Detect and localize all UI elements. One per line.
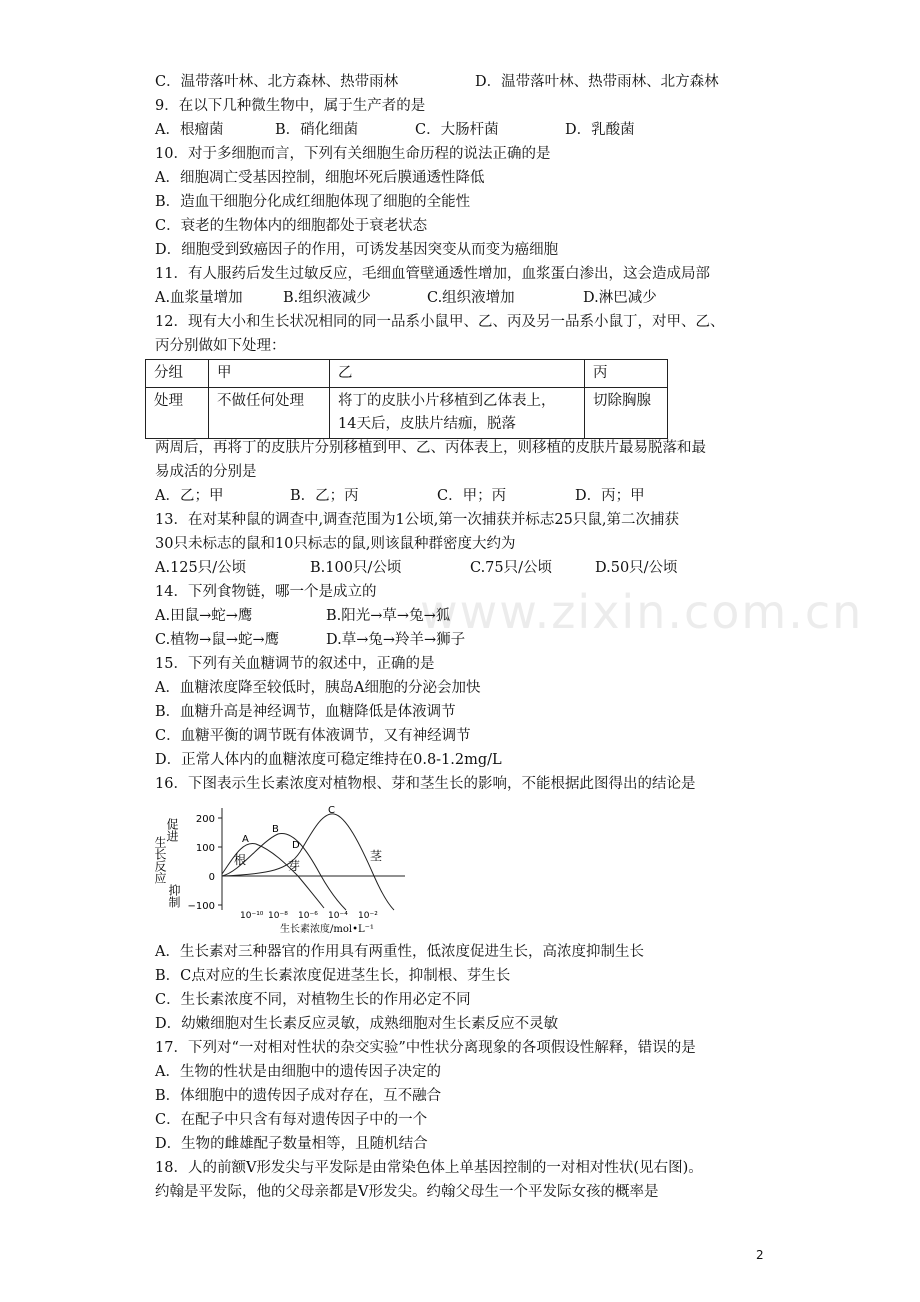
q12-stem-line1: 12．现有大小和生长状况相同的同一品系小鼠甲、乙、丙及另一品系小鼠丁，对甲、乙、 bbox=[155, 314, 725, 330]
table-cell: 不做任何处理 bbox=[209, 388, 330, 439]
q12-table bbox=[145, 359, 668, 439]
x-tick-label: 10⁻⁸ bbox=[268, 911, 288, 921]
q15-option-d: D．正常人体内的血糖浓度可稳定维持在0.8-1.2mg/L bbox=[155, 752, 502, 768]
q15-stem: 15．下列有关血糖调节的叙述中，正确的是 bbox=[155, 656, 435, 672]
q12-after-line1: 两周后，再将丁的皮肤片分别移植到甲、乙、丙体表上，则移植的皮肤片最易脱落和最 bbox=[155, 440, 706, 456]
point-c-label: C bbox=[328, 805, 335, 816]
table-cell: 切除胸腺 bbox=[585, 388, 668, 439]
bud-curve bbox=[222, 834, 346, 910]
point-d-label: D bbox=[292, 840, 300, 851]
q10-stem: 10．对于多细胞而言，下列有关细胞生命历程的说法正确的是 bbox=[155, 146, 551, 162]
page-number: 2 bbox=[756, 1248, 764, 1262]
q11-option-d: D.淋巴减少 bbox=[583, 290, 657, 306]
x-axis-label: 生长素浓度/mol•L⁻¹ bbox=[280, 924, 374, 935]
x-tick-label: 10⁻⁴ bbox=[328, 911, 348, 921]
q10-option-a: A．细胞凋亡受基因控制，细胞坏死后膜通透性降低 bbox=[155, 170, 485, 186]
y-tick-label: 0 bbox=[208, 872, 215, 883]
q11-option-a: A.血浆量增加 bbox=[155, 290, 243, 306]
auxin-response-figure bbox=[153, 800, 420, 936]
table-cell: 处理 bbox=[146, 388, 209, 439]
q10-option-c: C．衰老的生物体内的细胞都处于衰老状态 bbox=[155, 218, 428, 234]
q15-option-a: A．血糖浓度降至较低时，胰岛A细胞的分泌会加快 bbox=[155, 680, 481, 696]
q9-option-b: B．硝化细菌 bbox=[275, 122, 359, 138]
q9-option-a: A．根瘤菌 bbox=[155, 122, 224, 138]
q11-option-c: C.组织液增加 bbox=[427, 290, 515, 306]
q9-stem: 9．在以下几种微生物中，属于生产者的是 bbox=[155, 98, 426, 114]
q18-stem-line2: 约翰是平发际，他的父母亲都是V形发尖。约翰父母生一个平发际女孩的概率是 bbox=[155, 1184, 659, 1200]
q10-option-d: D．细胞受到致癌因子的作用，可诱发基因突变从而变为癌细胞 bbox=[155, 242, 559, 258]
q16-option-a: A．生长素对三种器官的作用具有两重性，低浓度促进生长，高浓度抑制生长 bbox=[155, 944, 644, 960]
q17-option-b: B．体细胞中的遗传因子成对存在，互不融合 bbox=[155, 1088, 442, 1104]
y-tick-label: 100 bbox=[195, 843, 215, 854]
promote-label: 促进 bbox=[165, 818, 179, 842]
q15-option-b: B．血糖升高是神经调节，血糖降低是体液调节 bbox=[155, 704, 456, 720]
q13-option-b: B.100只/公顷 bbox=[310, 560, 402, 576]
q13-option-c: C.75只/公顷 bbox=[470, 560, 553, 576]
q8-option-d: D．温带落叶林、热带雨林、北方森林 bbox=[475, 74, 719, 90]
q14-option-c: C.植物→鼠→蛇→鹰 bbox=[155, 632, 280, 648]
q13-stem-line2: 30只未标志的鼠和10只标志的鼠,则该鼠种群密度大约为 bbox=[155, 536, 516, 552]
q14-option-d: D.草→兔→羚羊→狮子 bbox=[326, 632, 466, 648]
growth-response-label: 生长反应 bbox=[153, 836, 167, 884]
y-tick-label: −100 bbox=[187, 901, 215, 912]
q17-option-a: A．生物的性状是由细胞中的遗传因子决定的 bbox=[155, 1064, 441, 1080]
q13-option-d: D.50只/公顷 bbox=[595, 560, 678, 576]
q11-stem: 11．有人服药后发生过敏反应，毛细血管壁通透性增加，血浆蛋白渗出，这会造成局部 bbox=[155, 266, 710, 282]
stem-label: 茎 bbox=[370, 849, 383, 863]
q12-option-a: A．乙；甲 bbox=[155, 488, 224, 504]
bud-label: 芽 bbox=[288, 859, 301, 873]
cell-line: 将丁的皮肤小片移植到乙体表上， bbox=[338, 393, 556, 409]
q14-stem: 14．下列食物链，哪一个是成立的 bbox=[155, 584, 377, 600]
q13-stem-line1: 13．在对某种鼠的调查中,调查范围为1公顷,第一次捕获并标志25只鼠,第二次捕获 bbox=[155, 512, 679, 528]
x-tick-label: 10⁻⁶ bbox=[298, 911, 318, 921]
q13-option-a: A.125只/公顷 bbox=[155, 560, 247, 576]
q12-after-line2: 易成活的分别是 bbox=[155, 464, 257, 480]
stem-curve bbox=[222, 814, 394, 910]
q12-option-d: D．丙；甲 bbox=[575, 488, 645, 504]
q14-option-b: B.阳光→草→兔→狐 bbox=[326, 608, 451, 624]
table-cell: 甲 bbox=[209, 360, 330, 388]
q8-option-c: C．温带落叶林、北方森林、热带雨林 bbox=[155, 74, 399, 90]
q16-option-c: C．生长素浓度不同，对植物生长的作用必定不同 bbox=[155, 992, 471, 1008]
inhibit-label: 抑制 bbox=[167, 884, 181, 908]
table-cell: 分组 bbox=[146, 360, 209, 388]
x-tick-label: 10⁻¹⁰ bbox=[240, 911, 264, 921]
q17-option-c: C．在配子中只含有每对遗传因子中的一个 bbox=[155, 1112, 428, 1128]
point-a-label: A bbox=[242, 834, 249, 845]
q14-option-a: A.田鼠→蛇→鹰 bbox=[155, 608, 253, 624]
q9-option-d: D．乳酸菌 bbox=[565, 122, 635, 138]
point-b-label: B bbox=[272, 824, 279, 835]
q11-option-b: B.组织液减少 bbox=[283, 290, 371, 306]
y-tick-label: 200 bbox=[195, 814, 215, 825]
table-cell: 丙 bbox=[585, 360, 668, 388]
table-cell: 乙 bbox=[330, 360, 585, 388]
q12-stem-line2: 丙分别做如下处理： bbox=[155, 338, 286, 354]
q16-option-b: B．C点对应的生长素浓度促进茎生长，抑制根、芽生长 bbox=[155, 968, 511, 984]
q18-stem-line1: 18．人的前额V形发尖与平发际是由常染色体上单基因控制的一对相对性状(见右图)。 bbox=[155, 1160, 703, 1176]
q12-option-c: C．甲；丙 bbox=[437, 488, 507, 504]
table-row bbox=[146, 360, 668, 388]
table-cell bbox=[330, 388, 585, 439]
q17-option-d: D．生物的雌雄配子数量相等，且随机结合 bbox=[155, 1136, 428, 1152]
q16-option-d: D．幼嫩细胞对生长素反应灵敏，成熟细胞对生长素反应不灵敏 bbox=[155, 1016, 559, 1032]
x-tick-label: 10⁻² bbox=[358, 911, 378, 921]
q12-option-b: B．乙；丙 bbox=[290, 488, 359, 504]
q16-stem: 16．下图表示生长素浓度对植物根、芽和茎生长的影响，不能根据此图得出的结论是 bbox=[155, 776, 696, 792]
root-label: 根 bbox=[234, 853, 247, 867]
cell-line: 14天后，皮肤片结痂，脱落 bbox=[338, 416, 516, 432]
q17-stem: 17．下列对“一对相对性状的杂交实验”中性状分离现象的各项假设性解释，错误的是 bbox=[155, 1040, 696, 1056]
watermark: www.zixin.com.cn bbox=[420, 585, 864, 639]
q9-option-c: C．大肠杆菌 bbox=[415, 122, 499, 138]
table-row bbox=[146, 388, 668, 439]
q15-option-c: C．血糖平衡的调节既有体液调节，又有神经调节 bbox=[155, 728, 471, 744]
q10-option-b: B．造血干细胞分化成红细胞体现了细胞的全能性 bbox=[155, 194, 471, 210]
